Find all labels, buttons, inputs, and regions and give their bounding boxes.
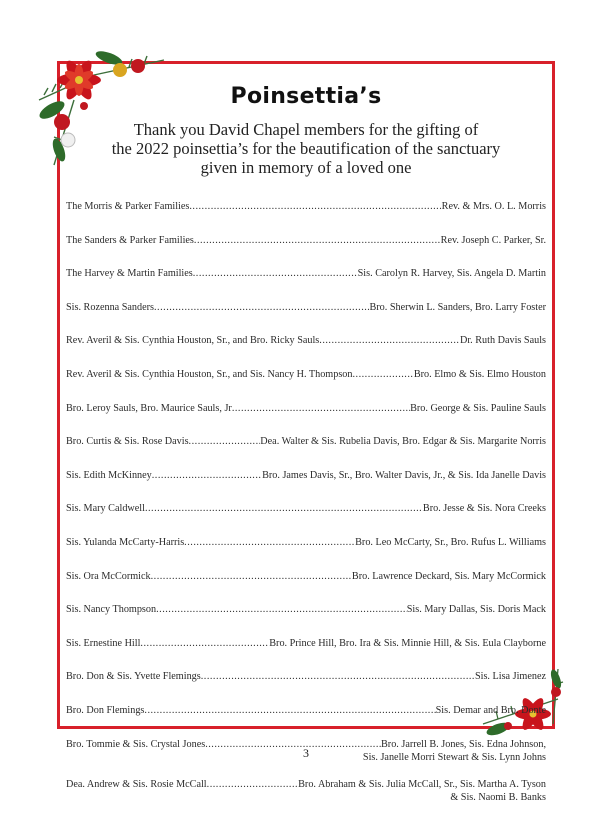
giver-name: Rev. Averil & Sis. Cynthia Houston, Sr., and Sis. Nancy H. Thompson — [66, 368, 353, 380]
in-memory-of: Sis. Lisa Jimenez — [474, 671, 546, 683]
in-memory-of-continued: Sis. Janelle Morri Stewart & Sis. Lynn Johns — [362, 751, 546, 763]
dot-leader — [201, 670, 475, 683]
list-item — [66, 778, 546, 818]
list-item — [66, 267, 546, 301]
dedication-line: the 2022 poinsettia’s for the beautification of the sanctuary — [111, 139, 501, 158]
giver-name: Bro. Tommie & Sis. Crystal Jones — [66, 738, 206, 750]
in-memory-of: Bro. Jesse & Sis. Nora Creeks — [422, 503, 546, 515]
in-memory-of: Bro. Lawrence Deckard, Sis. Mary McCormick — [351, 570, 546, 582]
dot-leader — [232, 402, 410, 415]
in-memory-of: Sis. Mary Dallas, Sis. Doris Mack — [406, 604, 546, 616]
giver-name: Rev. Averil & Sis. Cynthia Houston, Sr., and Bro. Ricky Sauls — [66, 335, 320, 347]
in-memory-of: Bro. Sherwin L. Sanders, Bro. Larry Foster — [369, 301, 546, 313]
list-item — [66, 570, 546, 604]
in-memory-of: Dea. Walter & Sis. Rubelia Davis, Bro. Edgar & Sis. Margarite Norris — [260, 436, 546, 448]
giver-name: Bro. Curtis & Sis. Rose Davis — [66, 436, 189, 448]
dot-leader — [194, 234, 441, 247]
dot-leader — [184, 536, 355, 549]
list-item — [66, 402, 546, 436]
giver-name: Sis. Nancy Thompson — [66, 604, 157, 616]
dot-leader — [189, 200, 441, 213]
list-item — [66, 502, 546, 536]
giver-name: Bro. Don & Sis. Yvette Flemings — [66, 671, 201, 683]
list-item — [66, 637, 546, 671]
list-item — [66, 435, 546, 469]
dedication-line: given in memory of a loved one — [200, 158, 412, 177]
list-item — [66, 704, 546, 738]
in-memory-of-continued: & Sis. Naomi B. Banks — [450, 791, 546, 803]
dot-leader — [319, 334, 460, 347]
giver-name: Sis. Yulanda McCarty-Harris — [66, 536, 185, 548]
giver-name: The Sanders & Parker Families — [66, 234, 194, 246]
dot-leader — [193, 267, 358, 280]
in-memory-of: Dr. Ruth Davis Sauls — [459, 335, 546, 347]
in-memory-of: Rev. Joseph C. Parker, Sr. — [440, 234, 546, 246]
page-title: Poinsettia’s — [230, 84, 382, 109]
dot-leader — [151, 570, 352, 583]
dedication-text — [0, 120, 612, 177]
in-memory-of: Bro. George & Sis. Pauline Sauls — [410, 402, 546, 414]
in-memory-of: Bro. Elmo & Sis. Elmo Houston — [413, 368, 546, 380]
dot-leader — [156, 603, 407, 616]
in-memory-of: Sis. Demar and Bro. Donte — [435, 704, 546, 716]
giver-name: The Morris & Parker Families — [66, 201, 190, 212]
giver-name: Bro. Don Flemings — [66, 704, 145, 716]
list-item — [66, 234, 546, 268]
dot-leader — [154, 301, 369, 314]
in-memory-of: Bro. James Davis, Sr., Bro. Walter Davis, Jr., & Sis. Ida Janelle Davis — [262, 469, 546, 481]
page-number: 3 — [303, 746, 309, 760]
giver-name: Sis. Ora McCormick — [66, 570, 151, 582]
dot-leader — [352, 368, 413, 381]
dot-leader — [145, 502, 423, 515]
giver-name: Dea. Andrew & Sis. Rosie McCall — [66, 778, 207, 790]
giver-name: The Harvey & Martin Families — [66, 268, 193, 280]
list-item — [66, 301, 546, 335]
dot-leader — [144, 704, 435, 717]
giver-name: Sis. Ernestine Hill — [66, 637, 141, 649]
giver-name: Bro. Leroy Sauls, Bro. Maurice Sauls, Jr — [66, 402, 232, 414]
in-memory-of: Sis. Carolyn R. Harvey, Sis. Angela D. Martin — [357, 268, 546, 280]
list-item — [66, 368, 546, 402]
dot-leader — [189, 435, 261, 448]
dedication-line: Thank you David Chapel members for the gifting of — [133, 120, 479, 139]
dot-leader — [140, 637, 269, 650]
list-item — [66, 670, 546, 704]
in-memory-of: Bro. Prince Hill, Bro. Ira & Sis. Minnie Hill, & Sis. Eula Clayborne — [269, 637, 546, 649]
in-memory-of: Bro. Abraham & Sis. Julia McCall, Sr., Sis. Martha A. Tyson — [298, 778, 546, 790]
dot-leader — [152, 469, 262, 482]
giver-name: Sis. Rozenna Sanders — [66, 301, 154, 313]
poinsettia-donor-list — [66, 200, 546, 818]
list-item — [66, 536, 546, 570]
giver-name: Sis. Edith McKinney — [66, 469, 152, 481]
list-item — [66, 603, 546, 637]
in-memory-of: Bro. Jarrell B. Jones, Sis. Edna Johnson, — [381, 738, 546, 750]
in-memory-of: Bro. Leo McCarty, Sr., Bro. Rufus L. Williams — [355, 536, 546, 548]
in-memory-of: Rev. & Mrs. O. L. Morris — [441, 201, 546, 212]
giver-name: Sis. Mary Caldwell — [66, 503, 145, 515]
list-item — [66, 469, 546, 503]
dot-leader — [207, 778, 299, 791]
list-item — [66, 200, 546, 234]
list-item — [66, 334, 546, 368]
